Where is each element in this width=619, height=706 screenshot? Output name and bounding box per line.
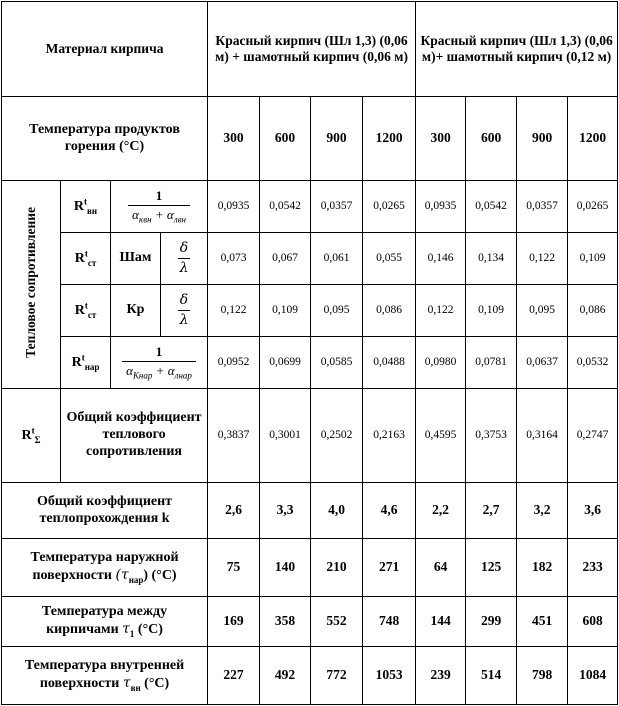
- value-cell: 0,0781: [466, 337, 517, 389]
- temperature-value: 900: [517, 97, 568, 181]
- temperature-value: 900: [311, 97, 363, 181]
- value-cell: 2,7: [466, 483, 517, 539]
- resistance-symbol: $R^t_{вн}$: [73, 196, 98, 216]
- value-cell: 0,055: [363, 233, 416, 285]
- value-cell: 0,122: [416, 285, 466, 337]
- value-cell: 0,0585: [311, 337, 363, 389]
- value-cell: 0,2747: [568, 389, 618, 483]
- value-cell: 0,0699: [260, 337, 311, 389]
- formula-cell: [161, 285, 208, 337]
- value-cell: 0,109: [466, 285, 517, 337]
- temperature-value: 1200: [363, 97, 416, 181]
- value-cell: 169: [208, 597, 260, 647]
- value-cell: 227: [208, 647, 260, 705]
- formula-cell: [111, 337, 208, 389]
- symbol-cell: [61, 233, 111, 285]
- material-cell: Шам: [111, 233, 161, 285]
- temperature-row: [2, 97, 618, 181]
- inverse-fraction: $\frac{1}{\alpha_{\kappa вн} + \alpha_{лвн}}$: [128, 188, 190, 225]
- value-cell: 299: [466, 597, 517, 647]
- value-cell: 552: [311, 597, 363, 647]
- resistance-row-outer: [2, 337, 618, 389]
- value-cell: 2,2: [416, 483, 466, 539]
- resistance-group-label: Тепловое сопротивление: [22, 207, 38, 359]
- value-cell: 3,6: [568, 483, 618, 539]
- value-cell: 1084: [568, 647, 618, 705]
- value-cell: 0,0542: [260, 181, 311, 233]
- symbol-cell: [61, 181, 111, 233]
- value-cell: 144: [416, 597, 466, 647]
- resistance-symbol: $R^t_{нар}$: [71, 352, 100, 372]
- value-cell: 0,0357: [311, 181, 363, 233]
- resistance-row-chamotte: [2, 233, 618, 285]
- temperature-value: 300: [208, 97, 260, 181]
- outer-surface-row: [2, 539, 618, 597]
- value-cell: 0,095: [517, 285, 568, 337]
- value-cell: 451: [517, 597, 568, 647]
- temperature-value: 600: [260, 97, 311, 181]
- total-resistance-symbol: $R^t_\Sigma$: [21, 425, 41, 445]
- heat-transfer-row: [2, 483, 618, 539]
- resistance-symbol: $R^t_{ст}$: [74, 248, 97, 268]
- value-cell: 0,109: [260, 285, 311, 337]
- resistance-row-red-brick: [2, 285, 618, 337]
- value-cell: 75: [208, 539, 260, 597]
- value-cell: 0,0265: [568, 181, 618, 233]
- value-cell: 0,0980: [416, 337, 466, 389]
- value-cell: 0,0637: [517, 337, 568, 389]
- value-cell: 0,061: [311, 233, 363, 285]
- value-cell: 492: [260, 647, 311, 705]
- material-cell: Кр: [111, 285, 161, 337]
- outer-surface-label-cell: Температура наружной поверхности $(\tau_{нар})$ (°C): [2, 539, 208, 597]
- variant-b-header: Красный кирпич (Шл 1,3) (0,06 м)+ шамотный кирпич (0,12 м): [416, 2, 618, 97]
- value-cell: 608: [568, 597, 618, 647]
- value-cell: 239: [416, 647, 466, 705]
- total-resistance-row: [2, 389, 618, 483]
- between-bricks-label-cell: Температура между кирпичами $\tau_1$ (°C): [2, 597, 208, 647]
- resistance-row-inner: [2, 181, 618, 233]
- value-cell: 0,146: [416, 233, 466, 285]
- value-cell: 0,0488: [363, 337, 416, 389]
- value-cell: 0,2163: [363, 389, 416, 483]
- temperature-value: 300: [416, 97, 466, 181]
- value-cell: 0,2502: [311, 389, 363, 483]
- total-resistance-label: Общий коэффициент теплового сопротивления: [61, 389, 208, 483]
- value-cell: 0,067: [260, 233, 311, 285]
- inverse-fraction: $\frac{1}{\alpha_{Кнар} + \alpha_{лнар}}$: [122, 344, 196, 381]
- value-cell: 0,134: [466, 233, 517, 285]
- value-cell: 0,3753: [466, 389, 517, 483]
- value-cell: 0,3001: [260, 389, 311, 483]
- total-symbol-cell: [2, 389, 61, 483]
- value-cell: 0,0265: [363, 181, 416, 233]
- value-cell: 4,6: [363, 483, 416, 539]
- value-cell: 748: [363, 597, 416, 647]
- value-cell: 0,0532: [568, 337, 618, 389]
- value-cell: 0,086: [568, 285, 618, 337]
- value-cell: 0,0952: [208, 337, 260, 389]
- value-cell: 3,2: [517, 483, 568, 539]
- symbol-cell: [61, 337, 111, 389]
- value-cell: 0,073: [208, 233, 260, 285]
- value-cell: 772: [311, 647, 363, 705]
- between-bricks-row: [2, 597, 618, 647]
- value-cell: 0,0935: [416, 181, 466, 233]
- inner-surface-label-cell: Температура внутренней поверхности $\tau_{вн}$ (°C): [2, 647, 208, 705]
- heat-transfer-label: Общий коэффициент теплопрохождения k: [2, 483, 208, 539]
- resistance-symbol: $R^t_{ст}$: [74, 300, 97, 320]
- value-cell: 182: [517, 539, 568, 597]
- value-cell: 0,122: [517, 233, 568, 285]
- delta-lambda-fraction: $\frac{\delta}{\lambda}$: [179, 240, 189, 276]
- value-cell: 4,0: [311, 483, 363, 539]
- material-header: Материал кирпича: [2, 2, 208, 97]
- temperature-label: Температура продуктов горения (°C): [2, 97, 208, 181]
- value-cell: 125: [466, 539, 517, 597]
- value-cell: 64: [416, 539, 466, 597]
- temperature-value: 1200: [568, 97, 618, 181]
- value-cell: 798: [517, 647, 568, 705]
- value-cell: 1053: [363, 647, 416, 705]
- value-cell: 0,0542: [466, 181, 517, 233]
- value-cell: 0,122: [208, 285, 260, 337]
- value-cell: 0,3837: [208, 389, 260, 483]
- value-cell: 0,086: [363, 285, 416, 337]
- value-cell: 0,095: [311, 285, 363, 337]
- variant-a-header: Красный кирпич (Шл 1,3) (0,06 м) + шамотный кирпич (0,06 м): [208, 2, 416, 97]
- value-cell: 514: [466, 647, 517, 705]
- value-cell: 3,3: [260, 483, 311, 539]
- value-cell: 2,6: [208, 483, 260, 539]
- resistance-group-cell: [2, 181, 61, 389]
- thermal-resistance-table: [1, 1, 618, 705]
- value-cell: 0,4595: [416, 389, 466, 483]
- temperature-value: 600: [466, 97, 517, 181]
- value-cell: 210: [311, 539, 363, 597]
- delta-lambda-fraction: $\frac{\delta}{\lambda}$: [179, 292, 189, 328]
- value-cell: 140: [260, 539, 311, 597]
- value-cell: 0,3164: [517, 389, 568, 483]
- value-cell: 0,109: [568, 233, 618, 285]
- formula-cell: [111, 181, 208, 233]
- value-cell: 233: [568, 539, 618, 597]
- value-cell: 0,0357: [517, 181, 568, 233]
- formula-cell: [161, 233, 208, 285]
- value-cell: 271: [363, 539, 416, 597]
- value-cell: 0,0935: [208, 181, 260, 233]
- value-cell: 358: [260, 597, 311, 647]
- header-row: [2, 2, 618, 97]
- symbol-cell: [61, 285, 111, 337]
- inner-surface-row: [2, 647, 618, 705]
